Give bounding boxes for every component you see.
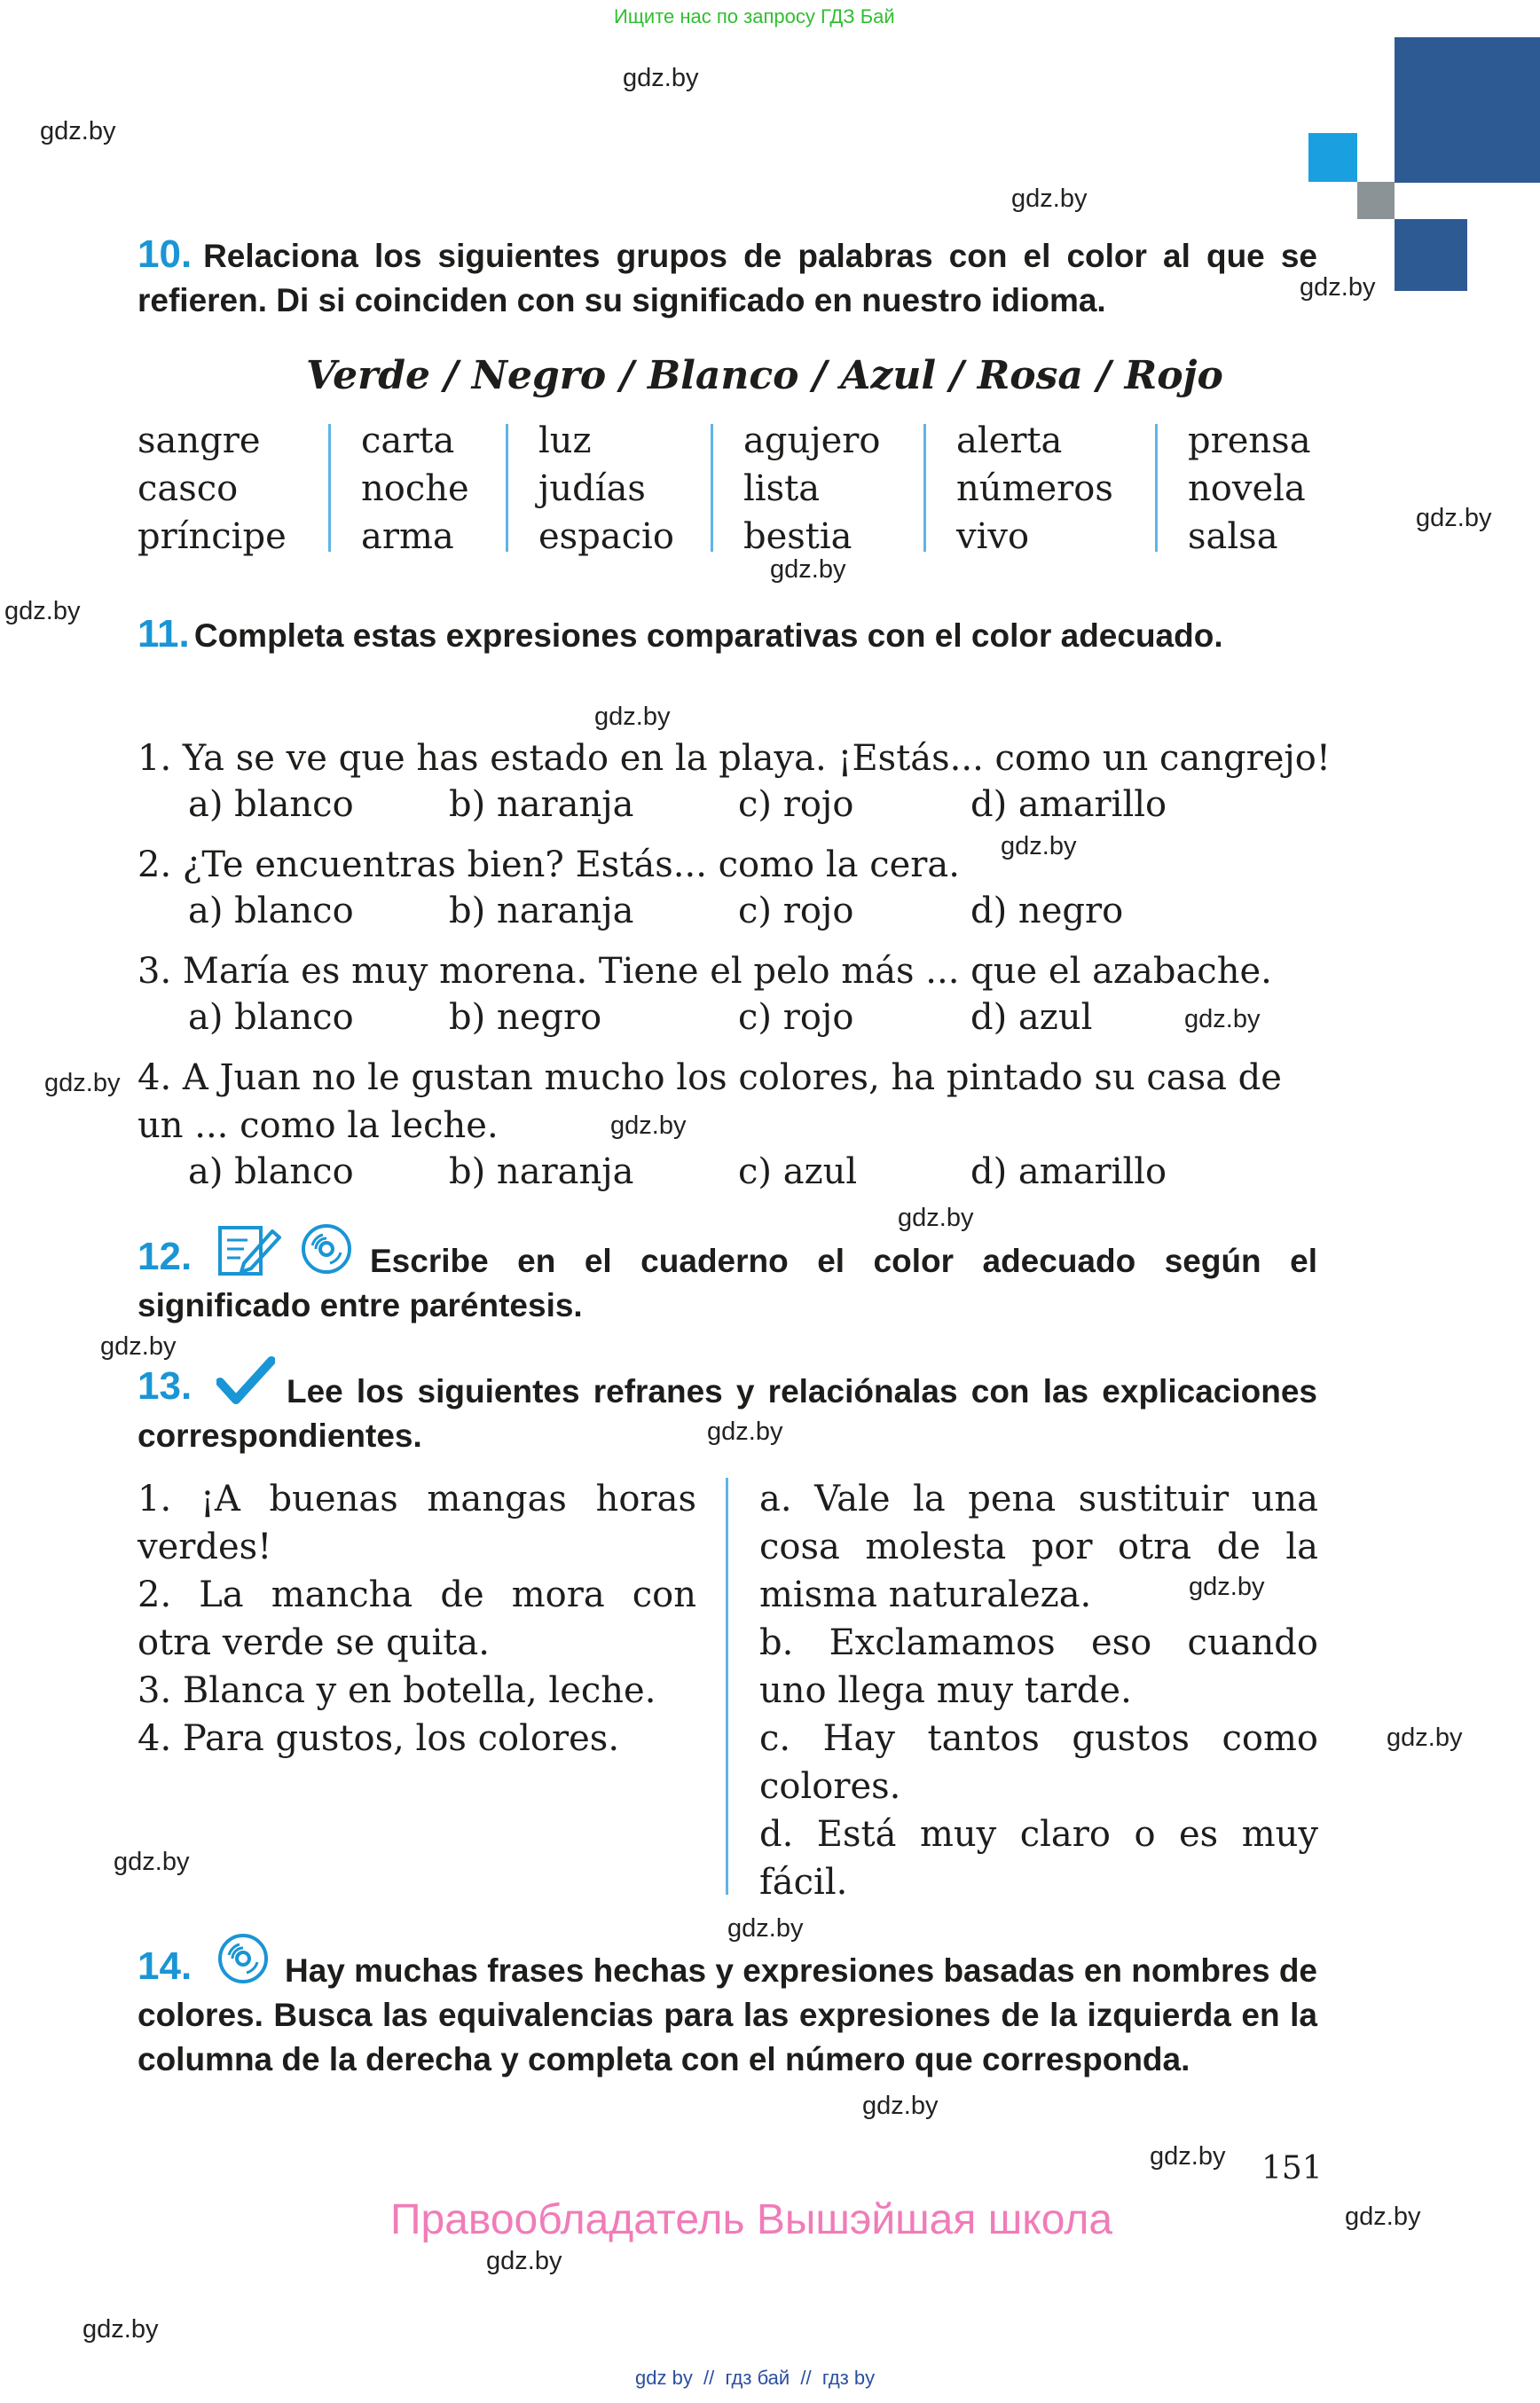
watermark: gdz.by xyxy=(707,1417,783,1446)
option-b: b) naranja xyxy=(449,891,634,931)
watermark: gdz.by xyxy=(4,597,81,625)
watermark: gdz.by xyxy=(1184,1005,1261,1033)
word: noche xyxy=(361,468,469,509)
explicaciones-column xyxy=(759,1475,1318,1906)
option-b: b) naranja xyxy=(449,784,634,825)
watermark: gdz.by xyxy=(727,1914,804,1943)
task-12-instruction: Escribe en el cuaderno el color adecuado según el significado entre paréntesis. xyxy=(138,1243,1317,1323)
task-13-instruction: Lee los siguientes refranes y relaciónalas con las explicaciones correspondientes. xyxy=(138,1373,1317,1454)
option-c: c) azul xyxy=(738,1151,858,1192)
task-instruction-text: Completa estas expresiones comparativas con el color adecuado. xyxy=(193,617,1223,654)
column-divider xyxy=(711,424,713,552)
watermark: gdz.by xyxy=(1189,1573,1265,1601)
copyright-notice: Правообладатель Вышэйшая школа xyxy=(390,2196,1113,2243)
option-a: a) blanco xyxy=(188,891,354,931)
watermark: gdz.by xyxy=(898,1204,974,1232)
word: números xyxy=(956,468,1113,509)
task-instruction-text: Relaciona los siguientes grupos de palabras con el color al que se refieren. Di si coinciden con su significado en nuestro idioma. xyxy=(138,238,1317,318)
decor-square-large xyxy=(1395,37,1540,183)
watermark: gdz.by xyxy=(1416,504,1492,532)
word-group-6 xyxy=(1188,417,1311,561)
explicacion-c: c. Hay tantos gustos como colores. xyxy=(759,1718,1318,1807)
word: bestia xyxy=(743,516,852,557)
task-14-instruction: Hay muchas frases hechas y expresiones basadas en nombres de colores. Busca las equivalencias para las expresiones de la izquierda en la columna de la derecha y completa con el número que corresponda. xyxy=(138,1952,1318,2077)
watermark: gdz.by xyxy=(594,703,671,731)
task-11-instruction xyxy=(138,612,1317,658)
task-number: 11. xyxy=(138,612,190,656)
explicacion-a: a. Vale la pena sustituir una cosa molesta por otra de la misma naturaleza. xyxy=(759,1479,1318,1615)
word-group-5 xyxy=(956,417,1113,561)
explicacion-b: b. Exclamamos eso cuando uno llega muy tarde. xyxy=(759,1622,1318,1711)
watermark: gdz.by xyxy=(1345,2203,1421,2231)
decor-square-small-blue xyxy=(1395,219,1467,291)
word: espacio xyxy=(538,516,674,557)
watermark: gdz.by xyxy=(1387,1724,1463,1752)
watermark: gdz.by xyxy=(770,555,846,584)
watermark: gdz.by xyxy=(862,2092,939,2120)
word: salsa xyxy=(1188,516,1278,557)
refran-1: 1. ¡A buenas mangas horas verdes! xyxy=(138,1479,696,1567)
word: alerta xyxy=(956,420,1063,461)
option-a: a) blanco xyxy=(188,784,354,825)
word-group-3 xyxy=(538,417,674,561)
column-divider xyxy=(726,1478,728,1895)
footer-links[interactable]: gdz by // гдз бай // гдз by xyxy=(635,2367,876,2389)
column-divider xyxy=(506,424,508,552)
explicacion-d: d. Está muy claro o es muy fácil. xyxy=(759,1814,1318,1903)
watermark: gdz.by xyxy=(1001,832,1077,860)
top-search-banner[interactable]: Ищите нас по запросу ГДЗ Бай xyxy=(614,5,895,27)
word: luz xyxy=(538,420,592,461)
watermark: gdz.by xyxy=(610,1111,687,1140)
word: príncipe xyxy=(138,516,287,557)
word: lista xyxy=(743,468,821,509)
question-3: 3. María es muy morena. Tiene el pelo más ... que el azabache. xyxy=(138,951,1272,992)
watermark: gdz.by xyxy=(1150,2142,1226,2171)
task-number: 13. xyxy=(138,1364,192,1408)
option-d: d) amarillo xyxy=(970,1151,1167,1192)
option-d: d) amarillo xyxy=(970,784,1167,825)
option-b: b) naranja xyxy=(449,1151,634,1192)
word: sangre xyxy=(138,420,261,461)
task-number: 14. xyxy=(138,1944,192,1988)
watermark: gdz.by xyxy=(82,2315,159,2344)
word: novela xyxy=(1188,468,1306,509)
question-1: 1. Ya se ve que has estado en la playa. ¡Estás... como un cangrejo! xyxy=(138,738,1331,779)
word-group-1 xyxy=(138,417,287,561)
word: prensa xyxy=(1188,420,1311,461)
page-number: 151 xyxy=(1261,2150,1323,2187)
task-number: 10. xyxy=(138,232,192,276)
colors-line: Verde / Negro / Blanco / Azul / Rosa / Rojo xyxy=(306,353,1223,398)
watermark: gdz.by xyxy=(40,117,116,145)
option-a: a) blanco xyxy=(188,1151,354,1192)
option-c: c) rojo xyxy=(738,891,854,931)
watermark: gdz.by xyxy=(114,1848,190,1876)
option-c: c) rojo xyxy=(738,997,854,1038)
question-4-continued: un ... como la leche. xyxy=(138,1105,499,1146)
question-2: 2. ¿Te encuentras bien? Estás... como la cera. xyxy=(138,844,960,885)
task-10-instruction xyxy=(138,232,1317,323)
column-divider xyxy=(923,424,926,552)
task-number: 12. xyxy=(138,1235,192,1278)
refran-3: 3. Blanca y en botella, leche. xyxy=(138,1670,656,1711)
column-divider xyxy=(328,424,331,552)
watermark: gdz.by xyxy=(44,1069,121,1097)
decor-square-light-blue xyxy=(1308,133,1357,182)
watermark: gdz.by xyxy=(100,1332,177,1361)
word: casco xyxy=(138,468,239,509)
watermark: gdz.by xyxy=(623,64,699,92)
column-divider xyxy=(1155,424,1158,552)
refran-4: 4. Para gustos, los colores. xyxy=(138,1718,620,1759)
word: arma xyxy=(361,516,454,557)
word: carta xyxy=(361,420,455,461)
watermark: gdz.by xyxy=(1300,273,1376,302)
word: judías xyxy=(538,468,646,509)
word-group-4 xyxy=(743,417,881,561)
watermark: gdz.by xyxy=(1011,185,1088,213)
refranes-column xyxy=(138,1475,696,1763)
option-c: c) rojo xyxy=(738,784,854,825)
watermark: gdz.by xyxy=(486,2247,562,2275)
word: vivo xyxy=(956,516,1030,557)
decor-square-gray xyxy=(1357,182,1395,219)
question-4: 4. A Juan no le gustan mucho los colores, ha pintado su casa de xyxy=(138,1057,1282,1098)
option-d: d) azul xyxy=(970,997,1093,1038)
refran-2: 2. La mancha de mora con otra verde se quita. xyxy=(138,1575,696,1663)
word: agujero xyxy=(743,420,881,461)
word-group-2 xyxy=(361,417,469,561)
option-a: a) blanco xyxy=(188,997,354,1038)
option-b: b) negro xyxy=(449,997,602,1038)
option-d: d) negro xyxy=(970,891,1124,931)
